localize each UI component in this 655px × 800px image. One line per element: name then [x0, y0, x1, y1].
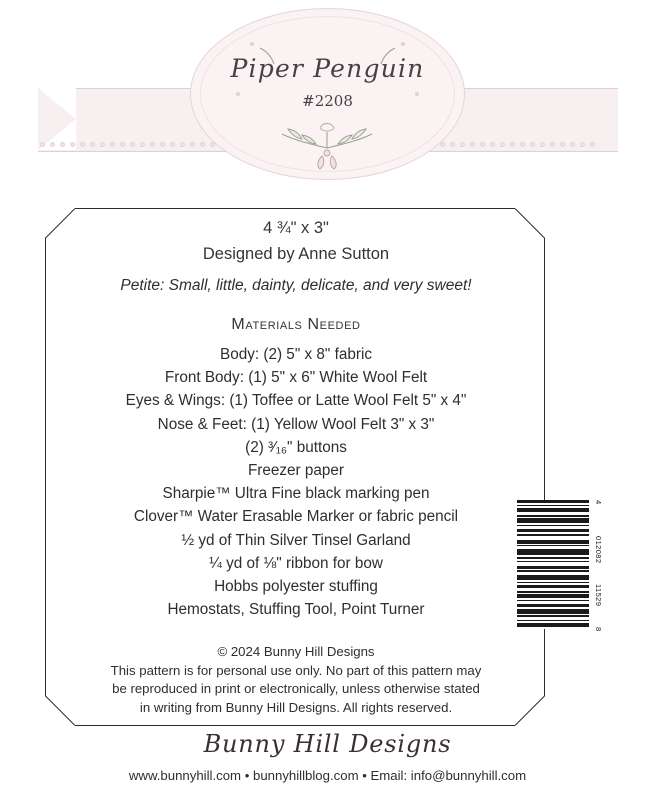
- materials-heading: Materials Needed: [231, 316, 361, 333]
- list-item: Front Body: (1) 5" x 6" White Wool Felt: [164, 369, 428, 387]
- list-item: (2) ³⁄₁₆" buttons: [245, 438, 347, 456]
- copyright-line: in writing from Bunny Hill Designs. All rights reserved.: [139, 699, 453, 715]
- copyright-line: be reproduced in print or electronically, unless otherwise stated: [112, 681, 480, 697]
- list-item: Freezer paper: [247, 462, 345, 480]
- list-item: Body: (2) 5" x 8" fabric: [220, 346, 372, 363]
- materials-list: [46, 343, 546, 621]
- barcode-digit-right: 8: [594, 627, 603, 632]
- copyright-line: © 2024 Bunny Hill Designs: [217, 644, 375, 660]
- barcode-number-upper: 012082: [594, 536, 603, 564]
- pattern-info-content: [46, 209, 546, 717]
- banner-ribbon-tail: [38, 88, 76, 150]
- designer-credit: Designed by Anne Sutton: [202, 245, 390, 263]
- copyright-block: [46, 643, 546, 717]
- pattern-title: Piper Penguin: [230, 54, 425, 83]
- list-item: Hemostats, Stuffing Tool, Point Turner: [167, 601, 425, 619]
- pattern-info-frame: [45, 208, 545, 726]
- list-item: Nose & Feet: (1) Yellow Wool Felt 3" x 3": [157, 415, 435, 433]
- barcode-bars: [517, 500, 589, 640]
- list-item: ½ yd of Thin Silver Tinsel Garland: [181, 531, 411, 549]
- barcode-number-lower: 11529: [594, 584, 603, 607]
- contact-line: www.bunnyhill.com • bunnyhillblog.com • Email: info@bunnyhill.com: [128, 768, 527, 783]
- list-item: Clover™ Water Erasable Marker or fabric pencil: [133, 508, 459, 526]
- list-item: Hobbs polyester stuffing: [214, 578, 378, 596]
- list-item: Eyes & Wings: (1) Toffee or Latte Wool Felt 5" x 4": [125, 392, 467, 410]
- barcode: [517, 500, 601, 640]
- barcode-digit-left: 4: [594, 500, 603, 505]
- company-logo: Bunny Hill Designs: [203, 730, 452, 758]
- copyright-line: This pattern is for personal use only. No part of this pattern may: [110, 662, 482, 678]
- pattern-tagline: Petite: Small, little, dainty, delicate, and very sweet!: [120, 277, 472, 294]
- pattern-number: #2208: [302, 92, 353, 110]
- list-item: Sharpie™ Ultra Fine black marking pen: [162, 485, 430, 503]
- list-item: ¼ yd of ⅛" ribbon for bow: [209, 554, 383, 572]
- finished-size: 4 ¾" x 3": [263, 219, 329, 237]
